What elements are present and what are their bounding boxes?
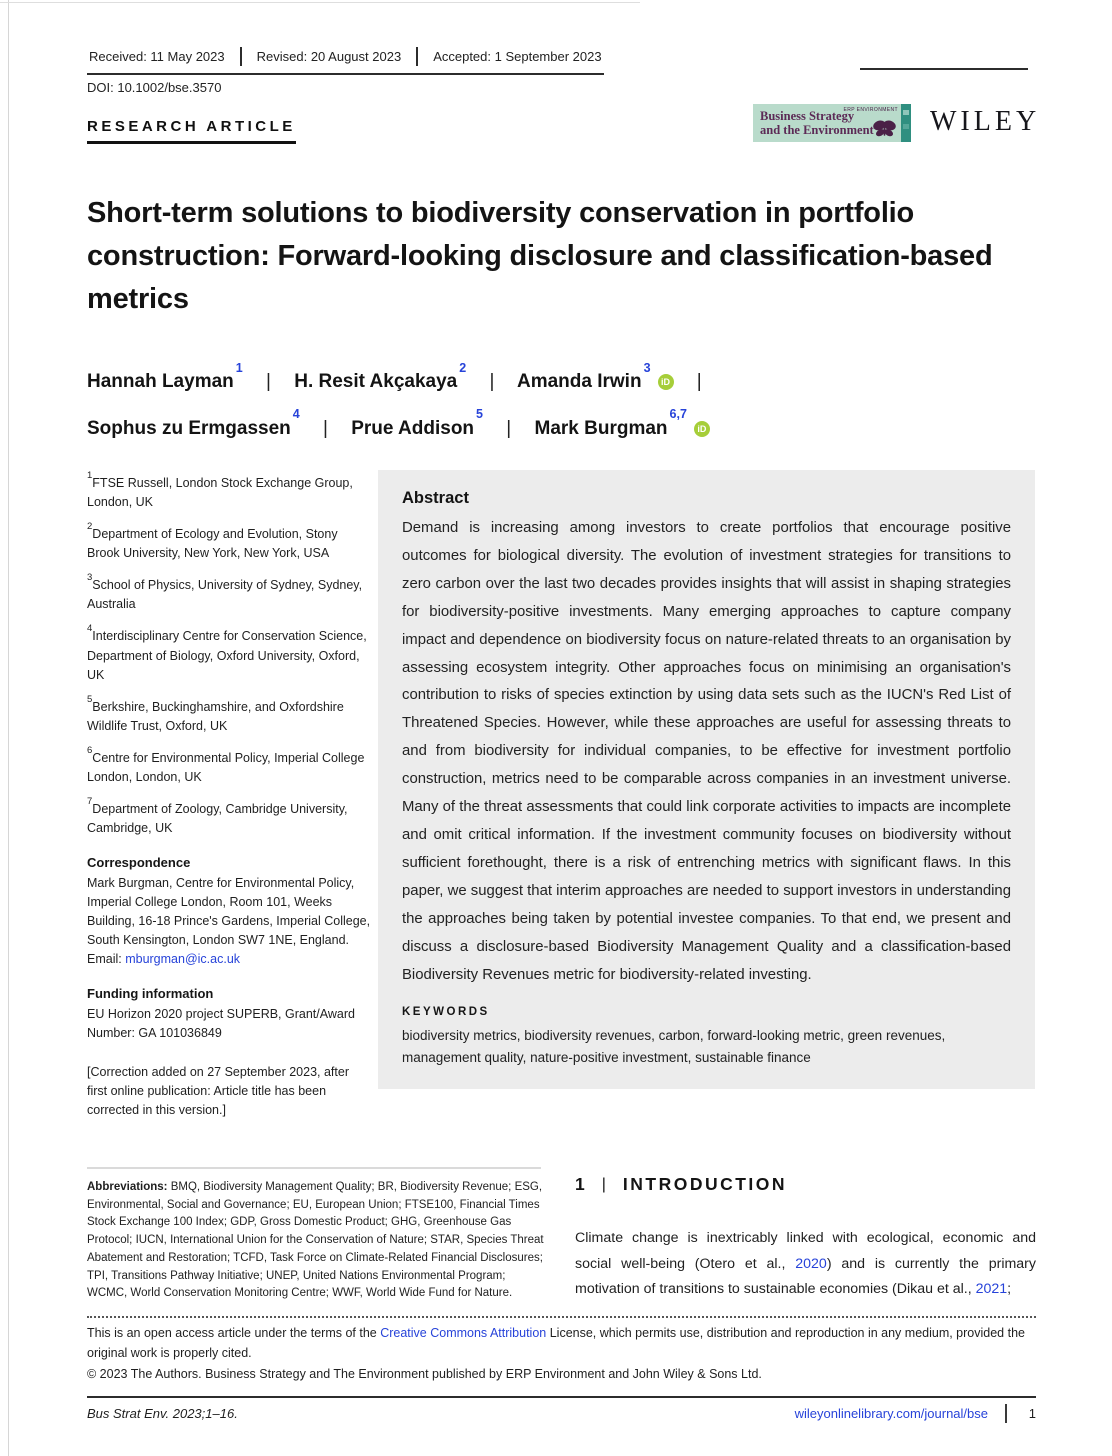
author-name: Hannah Layman	[87, 371, 234, 393]
author	[534, 407, 710, 439]
sidebar-column	[87, 470, 371, 1120]
author-name: Mark Burgman	[534, 417, 668, 439]
affiliation-superscript: 4	[87, 623, 93, 635]
citation-link[interactable]: 2021	[975, 1281, 1008, 1297]
affiliation-superscript: 3	[87, 572, 93, 584]
keywords-text: biodiversity metrics, biodiversity revenues, carbon, forward-looking metric, green revenues, management quality, nature-positive investment, sustainable finance	[402, 1028, 946, 1066]
section-title: INTRODUCTION	[622, 1174, 788, 1194]
intro-text: ;	[1007, 1281, 1012, 1297]
page-title: Short-term solutions to biodiversity conservation in portfolio construction: Forward-looking disclosure and classification-based metrics	[87, 197, 993, 315]
affiliation-item	[87, 572, 371, 614]
affiliation-superscript: 6	[87, 744, 93, 756]
affiliation-text: Interdisciplinary Centre for Conservation Science, Department of Biology, Oxford University, Oxford, UK	[87, 629, 367, 682]
author-list	[87, 356, 907, 449]
page-left-edge	[8, 0, 9, 1456]
received-date: Received: 11 May 2023	[89, 49, 225, 64]
affiliation-text: Centre for Environmental Policy, Imperial College London, London, UK	[87, 750, 365, 784]
journal-ref: Bus Strat Env. 2023;1–16.	[87, 1406, 238, 1421]
license-text: License, which permits use, distribution and reproduction in any medium, provided the original work is properly cited.	[87, 1326, 1025, 1360]
accepted-date: Accepted: 1 September 2023	[433, 49, 602, 64]
abstract-panel	[378, 470, 1035, 1089]
journal-logo-line1: Business Strategy	[760, 109, 855, 123]
affiliation-text: Department of Zoology, Cambridge University, Cambridge, UK	[87, 802, 348, 836]
article-type-label: RESEARCH ARTICLE	[87, 118, 296, 144]
affiliation-superscript: 7	[87, 795, 93, 807]
author-superscript: 6,7	[669, 407, 687, 422]
footer-rule	[87, 1396, 1036, 1398]
journal-logo-line2: and the Environment	[760, 123, 874, 137]
author-separator: |	[323, 417, 328, 439]
email-label: Email:	[87, 952, 126, 967]
introduction-section	[575, 1174, 1036, 1303]
copyright-note: © 2023 The Authors. Business Strategy and The Environment published by ERP Environment and John Wiley & Sons Ltd.	[87, 1367, 762, 1381]
page-top-edge	[0, 2, 640, 3]
erp-environment-label: ERP ENVIRONMENT	[843, 107, 898, 113]
section-divider: |	[601, 1175, 606, 1193]
author	[351, 407, 483, 439]
license-text: This is an open access article under the terms of the	[87, 1326, 381, 1340]
author-separator: |	[266, 371, 271, 393]
author-superscript: 4	[292, 407, 300, 422]
affiliation-item	[87, 796, 371, 838]
author-superscript: 5	[476, 407, 483, 422]
butterfly-icon	[871, 117, 898, 140]
affiliation-item	[87, 521, 371, 563]
dotted-divider	[87, 1316, 1036, 1318]
wiley-logo: WILEY	[930, 106, 1041, 137]
funding-text: EU Horizon 2020 project SUPERB, Grant/Award Number: GA 101036849	[87, 1007, 355, 1041]
correspondence-text	[87, 874, 371, 969]
affiliation-text: Berkshire, Buckinghamshire, and Oxfordshire Wildlife Trust, Oxford, UK	[87, 699, 344, 733]
section-heading	[575, 1174, 1036, 1195]
author-name: H. Resit Akçakaya	[294, 371, 458, 393]
footnote-divider	[87, 1167, 541, 1169]
affiliation-item	[87, 623, 371, 684]
author	[87, 407, 300, 439]
author-superscript: 1	[235, 361, 243, 375]
orcid-icon[interactable]: iD	[694, 421, 710, 437]
logo-side-band	[901, 104, 911, 142]
affiliation-text: School of Physics, University of Sydney, Sydney, Australia	[87, 578, 363, 612]
author-separator: |	[489, 371, 495, 393]
citation-link[interactable]: 2020	[795, 1255, 827, 1272]
author	[294, 361, 467, 393]
author-separator: |	[506, 417, 512, 439]
affiliation-item	[87, 745, 371, 787]
affiliation-item	[87, 694, 371, 736]
affiliation-item	[87, 470, 371, 512]
intro-text: ) and is currently the primary motivation of transitions to sustainable economies (Dikau et al.,	[575, 1255, 1036, 1297]
footer-divider	[1005, 1404, 1007, 1423]
abbreviations-label: Abbreviations:	[87, 1181, 168, 1193]
author-superscript: 3	[643, 361, 651, 375]
doi-text: DOI: 10.1002/bse.3570	[87, 80, 222, 95]
intro-paragraph	[575, 1226, 1036, 1303]
footer-right	[795, 1404, 1036, 1423]
journal-logo	[753, 104, 911, 142]
revised-date: Revised: 20 August 2023	[256, 49, 402, 64]
author-separator: |	[696, 371, 702, 393]
funding-heading: Funding information	[87, 986, 214, 1002]
author	[87, 361, 243, 393]
abbreviations-text: BMQ, Biodiversity Management Quality; BR, Biodiversity Revenue; ESG, Environmental, Social and Governance; EU, European Union; FTSE100, Financial Times Stock Exchange 100 Index; GDP, Gross Domestic Product; GHG, Greenhouse Gas Protocol; IUCN, International Union for the Conservation of Nature; STAR, Species Threat Abatement and Restoration; TCFD, Task Force on Climate-Related Financial Disclosures; TPI, Transitions Pathway Initiative; UNEP, United Nations Environmental Program; WCMC, World Conservation Monitoring Centre; WWF, World Wide Fund for Nature.	[87, 1181, 544, 1300]
affiliation-superscript: 1	[87, 470, 93, 481]
date-divider	[416, 47, 418, 66]
header-rule-right	[860, 68, 1028, 70]
creative-commons-link[interactable]: Creative Commons Attribution	[380, 1326, 547, 1340]
email-link[interactable]: mburgman@ic.ac.uk	[125, 952, 241, 967]
correspondence-body: Mark Burgman, Centre for Environmental Policy, Imperial College London, Room 101, Weeks Building, 16-18 Prince's Gardens, Imperial College, South Kensington, London SW7 1NE, England.	[87, 876, 371, 948]
section-number: 1	[575, 1174, 585, 1194]
intro-text: Climate change is inextricably linked with ecological, economic and social well-being (Otero et al.,	[575, 1230, 1036, 1272]
abstract-text: Demand is increasing among investors to create portfolios that encourage positive outcomes for biological diversity. The evolution of investment strategies for transitions to zero carbon over the last two decades provides insights that will assist in shaping strategies for biodiversity-positive investments. Many emerging approaches to capture company impact and dependence on biodiversity focus on nature-related threats to an organisation by assessing ecosystem integrity. Other approaches focus on minimising an organisation's contribution to risks of species extinction by using data sets such as the IUCN's Red List of Threatened Species. However, while these approaches are useful for assessing threats to and from biodiversity for individual companies, to be effective for investment portfolio construction, metrics need to be comparable across companies in an investment universe. Many of the threat assessments that could link corporate activities to impacts are incomplete and omit critical information. If the investment community focuses on biodiversity without sufficient forethought, there is a risk of entrenching metrics with significant flaws. In this paper, we suggest that interim approaches are needed to support investors in understanding the approaches being taken by potential investee companies. To that end, we present and discuss a disclosure-based Biodiversity Management Quality and a classification-based Biodiversity Revenues metric for biodiversity-related investing.	[402, 520, 1011, 983]
footer-bar	[87, 1404, 1036, 1423]
page-number: 1	[1028, 1406, 1036, 1421]
author-name: Prue Addison	[351, 417, 475, 439]
affiliation-text: FTSE Russell, London Stock Exchange Group, London, UK	[87, 476, 353, 510]
keywords-heading: KEYWORDS	[402, 1006, 490, 1019]
license-statement	[87, 1324, 1037, 1363]
date-divider	[240, 47, 242, 66]
abbreviations-note	[87, 1179, 545, 1303]
open-access-note	[87, 1324, 1037, 1385]
author-name: Sophus zu Ermgassen	[87, 417, 291, 439]
correspondence-heading: Correspondence	[87, 855, 191, 871]
affiliation-superscript: 2	[87, 521, 93, 533]
author	[516, 361, 674, 393]
correction-note: [Correction added on 27 September 2023, after first online publication: Article title has been corrected in this version.]	[87, 1065, 349, 1118]
history-dates-bar	[87, 47, 604, 75]
orcid-icon[interactable]: iD	[658, 374, 674, 390]
affiliation-superscript: 5	[87, 693, 93, 705]
author-superscript: 2	[459, 361, 467, 375]
affiliation-text: Department of Ecology and Evolution, Stony Brook University, New York, New York, USA	[87, 527, 338, 561]
site-link[interactable]: wileyonlinelibrary.com/journal/bse	[794, 1406, 988, 1421]
abstract-heading: Abstract	[402, 489, 469, 507]
author-name: Amanda Irwin	[516, 371, 642, 393]
journal-logo-art	[843, 104, 911, 142]
